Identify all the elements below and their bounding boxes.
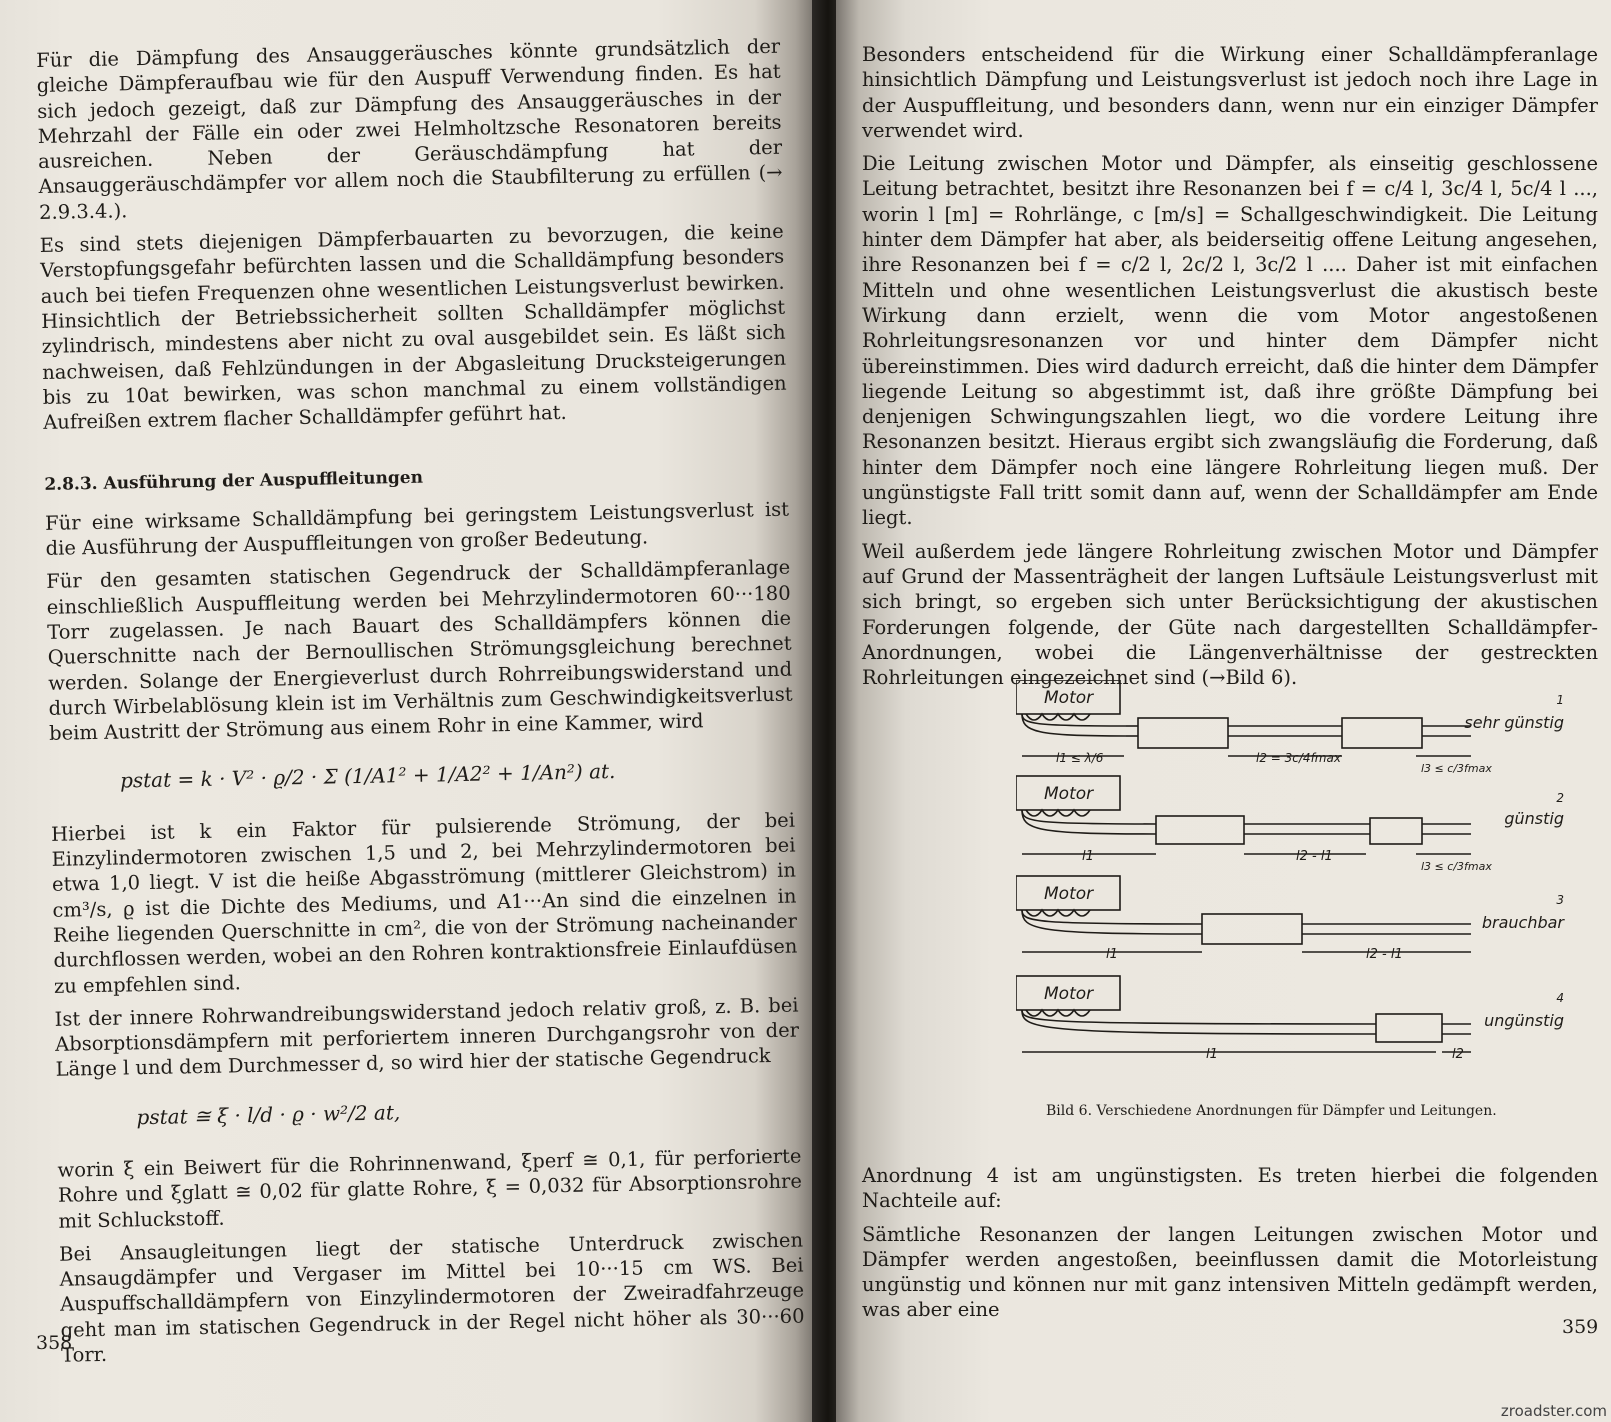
row-number: 1 [1556, 693, 1564, 707]
paragraph: Anordnung 4 ist am ungünstigsten. Es treten hierbei die folgenden Nachteile auf: [862, 1164, 1598, 1213]
watermark: zroadster.com [1500, 1402, 1607, 1420]
right-text-column [862, 42, 1598, 698]
dimension-label: l1 [1106, 947, 1118, 962]
dimension-label: l2 = 3c/4fmax [1256, 751, 1341, 765]
motor-label: Motor [1044, 688, 1094, 708]
muffler-arrangement-diagram [1016, 680, 1576, 1080]
row-number: 2 [1556, 791, 1564, 805]
page-number-right: 359 [1562, 1316, 1599, 1338]
paragraph: Für den gesamten statischen Gegendruck der Schalldämpferanlage einschließlich Auspuffleitung werden bei Mehrzylindermotoren 60···180 Torr zugelassen. Je nach Bauart des Schalldämpfers können die Querschnitte nach der Bernoullischen Strömungsgleichung berechnet werden. Solange der Energieverlust durch Rohrreibungswiderstand und durch Wirbelablösung klein ist im Verhältnis zum Geschwindigkeitsverlust beim Austritt der Strömung aus einem Rohr in eine Kammer, wird [46, 555, 793, 745]
paragraph: Für eine wirksame Schalldämpfung bei geringstem Leistungsverlust ist die Ausführung der Auspuffleitungen von großer Bedeutung. [44, 497, 790, 560]
dimension-label: l1 [1082, 849, 1094, 864]
paragraph: Für die Dämpfung des Ansauggeräusches könnte grundsätzlich der gleiche Dämpferaufbau wie für den Auspuff Verwendung finden. Es hat sich jedoch gezeigt, daß zur Dämpfung des Ansauggeräusches in der Mehrzahl der Fälle ein oder zwei Helmholtzsche Resonatoren bereits ausreichen. Neben der Geräuschdämpfung hat der Ansauggeräuschdämpfer vor allem noch die Staubfilterung zu erfüllen (→ 2.9.3.4.). [36, 34, 783, 224]
dimension-label: l3 ≤ c/3fmax [1421, 860, 1492, 873]
paragraph: worin ξ ein Beiwert für die Rohrinnenwand, ξperf ≅ 0,1, für perforierte Rohre und ξglatt ≅ 0,02 für glatte Rohre, ξ = 0,032 für Absorptionsrohre mit Schluckstoff. [57, 1144, 803, 1233]
formula-pipe-friction: pstat ≅ ξ · l/d · ϱ · w²/2 at, [136, 1099, 401, 1129]
paragraph: Besonders entscheidend für die Wirkung einer Schalldämpferanlage hinsichtlich Dämpfung und Leistungsverlust ist jedoch noch ihre Lage in der Auspuffleitung, und besonders dann, wenn nur ein einziger Dämpfer verwendet wird. [862, 43, 1598, 142]
right-page [836, 0, 1611, 1422]
rating-label: brauchbar [1481, 913, 1564, 932]
dimension-label: l1 [1206, 1047, 1218, 1062]
paragraph: Es sind stets diejenigen Dämpferbauarten zu bevorzugen, die keine Verstopfungsgefahr befürchten lassen und die Schalldämpfung besonders auch bei tiefen Frequenzen ohne wesentlichen Leistungsverlust bewirken. Hinsichtlich der Betriebssicherheit sollten Schalldämpfer möglichst zylindrisch, mindestens aber nicht zu oval ausgebildet sein. Es läßt sich nachweisen, daß Fehlzündungen in der Abgasleitung Drucksteigerungen bis zu 10at bewirken, was schon manchmal zu einem vollständigen Aufreißen extrem flacher Schalldämpfer geführt hat. [39, 219, 787, 435]
formula-static-pressure: pstat = k · V² · ϱ/2 · Σ (1/A1² + 1/A2² + 1/An²) at. [119, 759, 616, 793]
right-text-column-lower [862, 1163, 1598, 1331]
dimension-label: l3 ≤ c/3fmax [1421, 762, 1492, 775]
dimension-label: l2 [1452, 1047, 1464, 1062]
motor-label: Motor [1044, 884, 1094, 904]
paragraph: Sämtliche Resonanzen der langen Leitungen zwischen Motor und Dämpfer werden angestoßen, beeinflussen damit die Motorleistung ungünstig und können nur mit ganz intensiven Mitteln gedämpft werden, was aber eine [862, 1222, 1598, 1322]
rating-label: günstig [1504, 809, 1564, 828]
paragraph: Die Leitung zwischen Motor und Dämpfer, als einseitig geschlossene Leitung betrachtet, besitzt ihre Resonanzen bei f = c/4 l, 3c/4 l, 5c/4 l ..., worin l [m] = Rohrlänge, c [m/s] = Schallgeschwindigkeit. Die Leitung hinter dem Dämpfer hat aber, als beiderseitig offene Leitung angesehen, ihre Resonanzen bei f = c/2 l, 2c/2 l, 3c/2 l .... Daher ist mit einfachen Mitteln und ohne wesentlichen Leistungsverlust die akustisch beste Wirkung dann erzielt, wenn die vom Motor angestoßenen Rohrleitungsresonanzen vor und hinter dem Dämpfer nicht übereinstimmen. Dies wird dadurch erreicht, daß die hinter dem Dämpfer liegende Leitung so abgestimmt ist, daß ihre größte Dämpfung bei denjenigen Schwingungszahlen liegt, wo die vordere Leitung ihre Resonanzen besitzt. Hieraus ergibt sich zwangsläufig die Forderung, daß hinter dem Dämpfer noch eine längere Rohrleitung liegen muß. Der ungünstigste Fall tritt somit dann auf, wenn der Schalldämpfer am Ende liegt. [862, 152, 1598, 530]
motor-label: Motor [1044, 784, 1094, 804]
row-number: 4 [1556, 991, 1564, 1005]
dimension-label: l1 ≤ λ/6 [1056, 751, 1104, 765]
page-number-left: 358 [36, 1332, 73, 1354]
dimension-label: l2 - l1 [1296, 849, 1333, 864]
paragraph: Ist der innere Rohrwandreibungswiderstand jedoch relativ groß, z. B. bei Absorptionsdämpfern mit perforiertem inneren Durchgangsrohr von der Länge l und dem Durchmesser d, so wird hier der statische Gegendruck [54, 993, 800, 1082]
rating-label: ungünstig [1484, 1011, 1564, 1030]
left-text-column [36, 34, 805, 1376]
paragraph: Bei Ansaugleitungen liegt der statische Unterdruck zwischen Ansaugdämpfer und Vergaser im Mittel bei 10···15 cm WS. Bei Auspuffschalldämpfern von Einzylindermotoren der Zweiradfahrzeuge geht man im statischen Gegendruck in der Regel nicht höher als 30···60 Torr. [58, 1228, 805, 1367]
motor-label: Motor [1044, 984, 1094, 1004]
figure-bild-6 [1016, 680, 1576, 1120]
figure-caption: Bild 6. Verschiedene Anordnungen für Dämpfer und Leitungen. [1046, 1103, 1497, 1119]
paragraph: Weil außerdem jede längere Rohrleitung zwischen Motor und Dämpfer auf Grund der Massenträgheit der langen Luftsäule Leistungsverlust mit sich bringt, so ergeben sich unter Berücksichtigung der akustischen Forderungen folgende, der Güte nach dargestellten Schalldämpfer-Anordnungen, wobei die Längenverhältnisse der gestreckten Rohrleitungen eingezeichnet sind (→Bild 6). [862, 539, 1598, 690]
paragraph: Hierbei ist k ein Faktor für pulsierende Strömung, der bei Einzylindermotoren zwischen 1,5 und 2, bei Mehrzylindermotoren bei etwa 1,0 liegt. V ist die heiße Abgasströmung (mittlerer Gleichstrom) in cm³/s, ϱ ist die Dichte des Mediums, und A1···An sind die einzelnen in Reihe liegenden Querschnitte in cm², die von der Strömung nacheinander durchflossen werden, wobei an den Rohren kontraktionsfreie Einlaufdüsen zu empfehlen sind. [50, 808, 798, 998]
rating-label: sehr günstig [1464, 713, 1564, 732]
section-heading: 2.8.3. Ausführung der Auspuffleitungen [44, 468, 424, 496]
dimension-label: l2 - l1 [1366, 947, 1403, 962]
row-number: 3 [1556, 893, 1564, 907]
